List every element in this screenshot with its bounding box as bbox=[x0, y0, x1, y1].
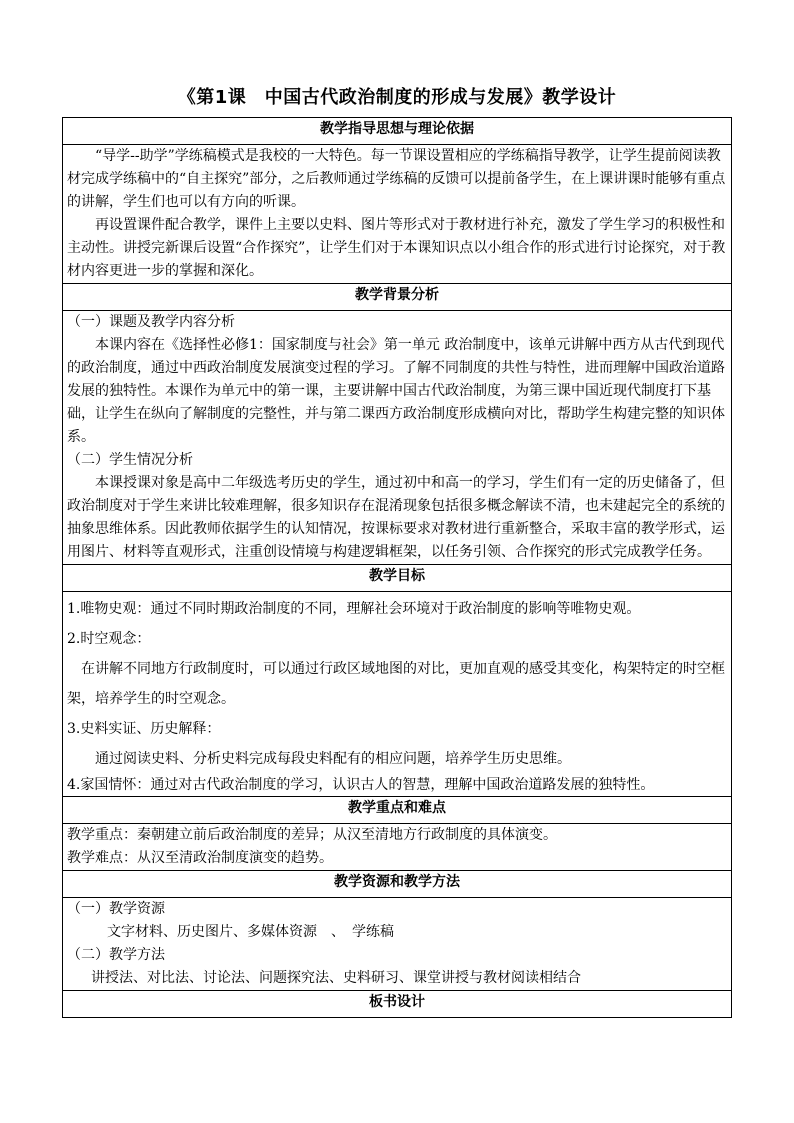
methods-list: 讲授法、对比法、讨论法、问题探究法、史料研习、课堂讲授与教材阅读相结合 bbox=[91, 970, 581, 986]
section-heading-guiding: 教学指导思想与理论依据 bbox=[63, 118, 732, 145]
subheading: （二）学生情况分析 bbox=[67, 452, 193, 468]
paragraph: 再设置课件配合教学，课件上主要以史料、图片等形式对于教材进行补充，激发了学生学习的积极性和主动性。讲授完新课后设置“合作探究”，让学生们对于本课知识点以小组合作的形式进行讨论探究，对于教材内容更进一步的掌握和深化。 bbox=[67, 217, 726, 279]
subheading: （一）教学资源 bbox=[67, 901, 165, 917]
section-body-guiding bbox=[63, 145, 732, 284]
section-body-resources bbox=[63, 898, 732, 991]
key-point: 教学重点：秦朝建立前后政治制度的差异；从汉至清地方行政制度的具体演变。 bbox=[67, 827, 557, 843]
goal-item: 1.唯物史观：通过不同时期政治制度的不同，理解社会环境对于政治制度的影响等唯物史观。 bbox=[67, 601, 641, 617]
goal-text: 在讲解不同地方行政制度时，可以通过行政区域地图的对比，更加直观的感受其变化，构架特定的时空框架，培养学生的时空观念。 bbox=[67, 661, 725, 707]
subheading: （一）课题及教学内容分析 bbox=[67, 314, 235, 330]
paragraph: 本课内容在《选择性必修1：国家制度与社会》第一单元 政治制度中，该单元讲解中西方从古代到现代的政治制度，通过中西政治制度发展演变过程的学习。了解不同制度的共性与特性，进而理解中国政治道路发展的独特性。本课作为单元中的第一课，主要讲解中国古代政治制度，为第三课中国近现代制度打下基础，让学生在纵向了解制度的完整性，并与第二课西方政治制度形成横向对比，帮助学生构建完整的知识体系。 bbox=[67, 337, 725, 445]
lesson-plan-table bbox=[62, 117, 732, 1018]
goal-item: 4.家国情怀：通过对古代政治制度的学习，认识古人的智慧，理解中国政治道路发展的独特性。 bbox=[67, 777, 655, 793]
goal-item: 2.时空观念： bbox=[67, 631, 151, 647]
section-body-goals bbox=[63, 592, 732, 797]
resources-list: 文字材料、历史图片、多媒体资源 、 学练稿 bbox=[107, 924, 394, 940]
section-body-background bbox=[63, 311, 732, 565]
section-heading-board: 板书设计 bbox=[63, 991, 732, 1018]
document-title: 《第1课 中国古代政治制度的形成与发展》教学设计 bbox=[177, 87, 617, 108]
goal-item: 3.史料实证、历史解释： bbox=[67, 721, 221, 737]
section-heading-background: 教学背景分析 bbox=[63, 284, 732, 311]
section-heading-goals: 教学目标 bbox=[63, 565, 732, 592]
subheading: （二）教学方法 bbox=[67, 947, 165, 963]
paragraph: “导学--助学”学练稿模式是我校的一大特色。每一节课设置相应的学练稿指导教学，让学生提前阅读教材完成学练稿中的“自主探究”部分，之后教师通过学练稿的反馈可以提前备学生，在上课讲课时能够有重点的讲解，学生们也可以有方向的听课。 bbox=[67, 148, 726, 210]
section-body-keypoints bbox=[63, 824, 732, 871]
section-heading-resources: 教学资源和教学方法 bbox=[63, 871, 732, 898]
goal-text: 通过阅读史料、分析史料完成每段史料配有的相应问题，培养学生历史思维。 bbox=[95, 751, 571, 767]
section-heading-keypoints: 教学重点和难点 bbox=[63, 797, 732, 824]
difficult-point: 教学难点：从汉至清政治制度演变的趋势。 bbox=[67, 850, 333, 866]
paragraph: 本课授课对象是高中二年级选考历史的学生，通过初中和高一的学习，学生们有一定的历史储备了，但政治制度对于学生来讲比较难理解，很多知识存在混淆现象包括很多概念解读不清，也未建起完全的系统的抽象思维体系。因此教师依据学生的认知情况，按课标要求对教材进行重新整合，采取丰富的教学形式，运用图片、材料等直观形式，注重创设情境与构建逻辑框架，以任务引领、合作探究的形式完成教学任务。 bbox=[67, 475, 725, 560]
